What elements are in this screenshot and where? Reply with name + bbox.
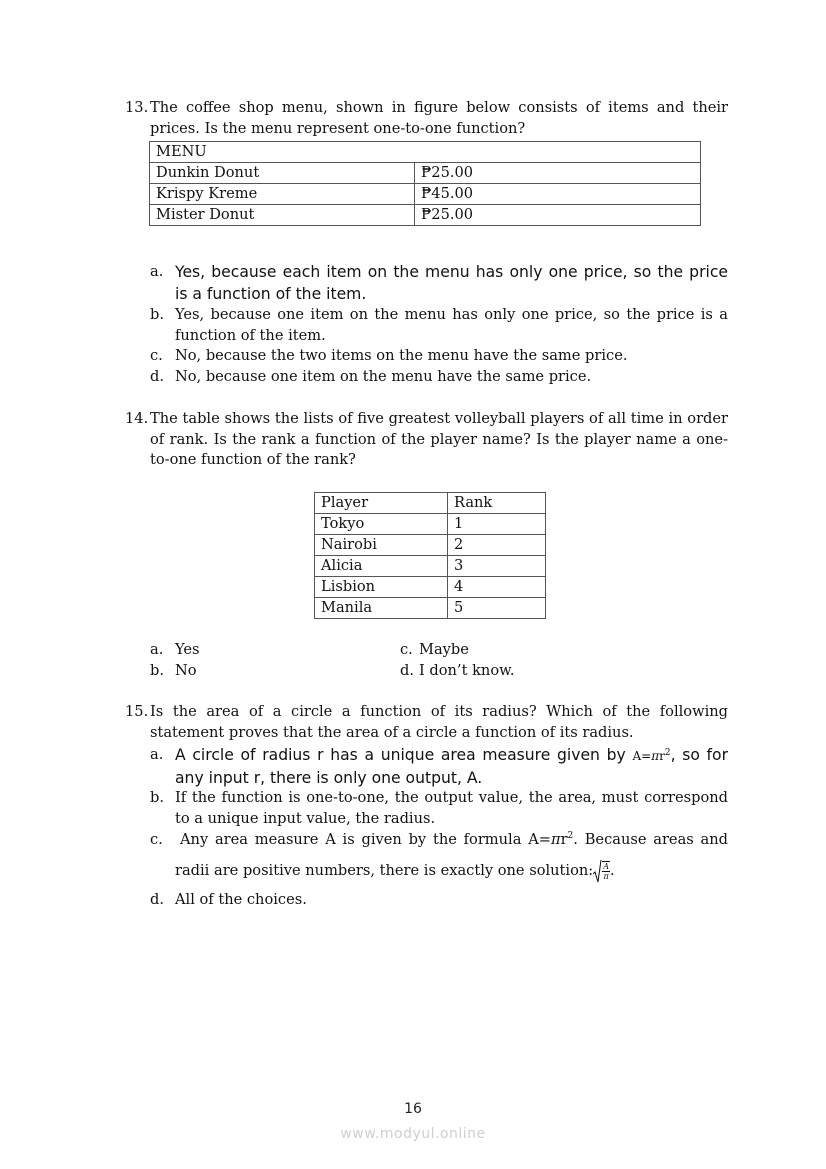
exponent: 2 (664, 748, 671, 758)
option-text: Maybe (419, 641, 469, 658)
menu-item: Dunkin Donut (150, 163, 415, 184)
q13-menu-table (149, 141, 701, 226)
radius-var: r (560, 831, 568, 848)
q15-option-a[interactable] (150, 744, 728, 789)
pi-symbol: π (550, 831, 561, 848)
q13-number: 13. (125, 99, 149, 116)
option-letter: c. (150, 831, 163, 848)
q14-option-d[interactable] (400, 661, 600, 682)
q13-option-a[interactable] (150, 261, 728, 305)
table-row (150, 205, 701, 226)
table-row (315, 556, 546, 577)
q14-stem (125, 409, 728, 471)
menu-header: MENU (150, 142, 701, 163)
rank-cell: 2 (448, 535, 546, 556)
option-a-text-end: , so for any input r, there is only one output, A. (175, 746, 728, 787)
q14-number: 14. (125, 410, 149, 427)
q13-option-c[interactable] (150, 346, 728, 367)
menu-price: ₱25.00 (415, 205, 701, 226)
fraction-numerator: A (603, 861, 609, 871)
exponent: 2 (567, 831, 574, 842)
option-text: If the function is one-to-one, the output value, the area, must correspond to a unique input value, the radius. (175, 789, 728, 827)
radius-var: r (659, 749, 665, 763)
q15-stem (125, 702, 728, 743)
table-row (150, 163, 701, 184)
player-cell: Nairobi (315, 535, 448, 556)
menu-item: Mister Donut (150, 205, 415, 226)
q15-text: Is the area of a circle a function of its radius? Which of the following statement proves that the area of a circle a function of its radius. (150, 703, 728, 741)
option-c-text-start: Any area measure A is given by the formula A= (180, 831, 551, 848)
option-text: No, because the two items on the menu have the same price. (175, 347, 628, 364)
fraction-denominator: π (603, 871, 609, 881)
q13-option-d[interactable] (150, 367, 728, 388)
player-cell: Alicia (315, 556, 448, 577)
option-text: Yes, because one item on the menu has only one price, so the price is a function of the item. (175, 306, 728, 344)
formula-lhs: A= (632, 749, 652, 763)
rank-cell: 4 (448, 577, 546, 598)
table-row (150, 184, 701, 205)
option-text (175, 744, 728, 789)
q14-rank-table (314, 492, 546, 619)
menu-price: ₱45.00 (415, 184, 701, 205)
radical-sign (593, 859, 602, 883)
area-formula (632, 749, 670, 763)
pi-symbol: π (651, 749, 660, 763)
menu-item: Krispy Kreme (150, 184, 415, 205)
column-header-rank: Rank (448, 493, 546, 514)
option-letter: b. (150, 306, 164, 323)
q14-option-c[interactable] (400, 640, 600, 661)
option-letter: d. (150, 891, 164, 908)
q15-option-c[interactable] (150, 830, 728, 883)
option-c-text-end: radii are positive numbers, there is exactly one solution: (175, 861, 594, 879)
option-c-line1 (180, 830, 728, 851)
option-text: No, because one item on the menu have the same price. (175, 368, 592, 385)
rank-cell: 1 (448, 514, 546, 535)
fraction (602, 861, 610, 881)
table-row (315, 535, 546, 556)
option-letter: c. (150, 347, 163, 364)
table-row (315, 514, 546, 535)
menu-price: ₱25.00 (415, 163, 701, 184)
table-row (315, 598, 546, 619)
option-text: No (175, 662, 197, 679)
option-text: I don’t know. (419, 662, 515, 679)
q13-stem (125, 98, 728, 139)
option-letter: d. (400, 662, 414, 679)
q15-number: 15. (125, 703, 149, 720)
option-c-text-mid: . Because areas and (573, 831, 728, 848)
player-cell: Manila (315, 598, 448, 619)
q15-option-d[interactable] (150, 890, 728, 911)
period: . (609, 861, 615, 879)
q13-text: The coffee shop menu, shown in figure below consists of items and their prices. Is the menu represent one-to-one function? (150, 99, 728, 137)
page-number: 16 (404, 1101, 422, 1117)
q14-option-b[interactable] (150, 661, 350, 682)
player-cell: Lisbion (315, 577, 448, 598)
q14-text: The table shows the lists of five greatest volleyball players of all time in order of rank. Is the rank a function of the player name? Is the player name a one-to-one function of the rank? (150, 410, 728, 468)
sqrt-formula (593, 859, 610, 883)
option-a-text-start: A circle of radius r has a unique area measure given by (175, 746, 633, 764)
option-letter: b. (150, 662, 164, 679)
rank-cell: 3 (448, 556, 546, 577)
watermark: www.modyul.online (340, 1126, 486, 1142)
option-text: All of the choices. (175, 891, 307, 908)
option-letter: d. (150, 368, 164, 385)
q14-option-a[interactable] (150, 640, 350, 661)
column-header-player: Player (315, 493, 448, 514)
player-cell: Tokyo (315, 514, 448, 535)
option-text: Yes (175, 641, 200, 658)
option-letter: a. (150, 263, 164, 280)
option-letter: a. (150, 641, 164, 658)
option-letter: c. (400, 641, 413, 658)
option-letter: a. (150, 746, 164, 763)
table-row (315, 577, 546, 598)
rank-cell: 5 (448, 598, 546, 619)
table-row (315, 493, 546, 514)
option-letter: b. (150, 789, 164, 806)
option-text: Yes, because each item on the menu has only one price, so the price is a function of the item. (175, 263, 728, 303)
table-row (150, 142, 701, 163)
q15-option-b[interactable] (150, 788, 728, 829)
q13-option-b[interactable] (150, 305, 728, 346)
option-c-line2 (175, 859, 728, 883)
